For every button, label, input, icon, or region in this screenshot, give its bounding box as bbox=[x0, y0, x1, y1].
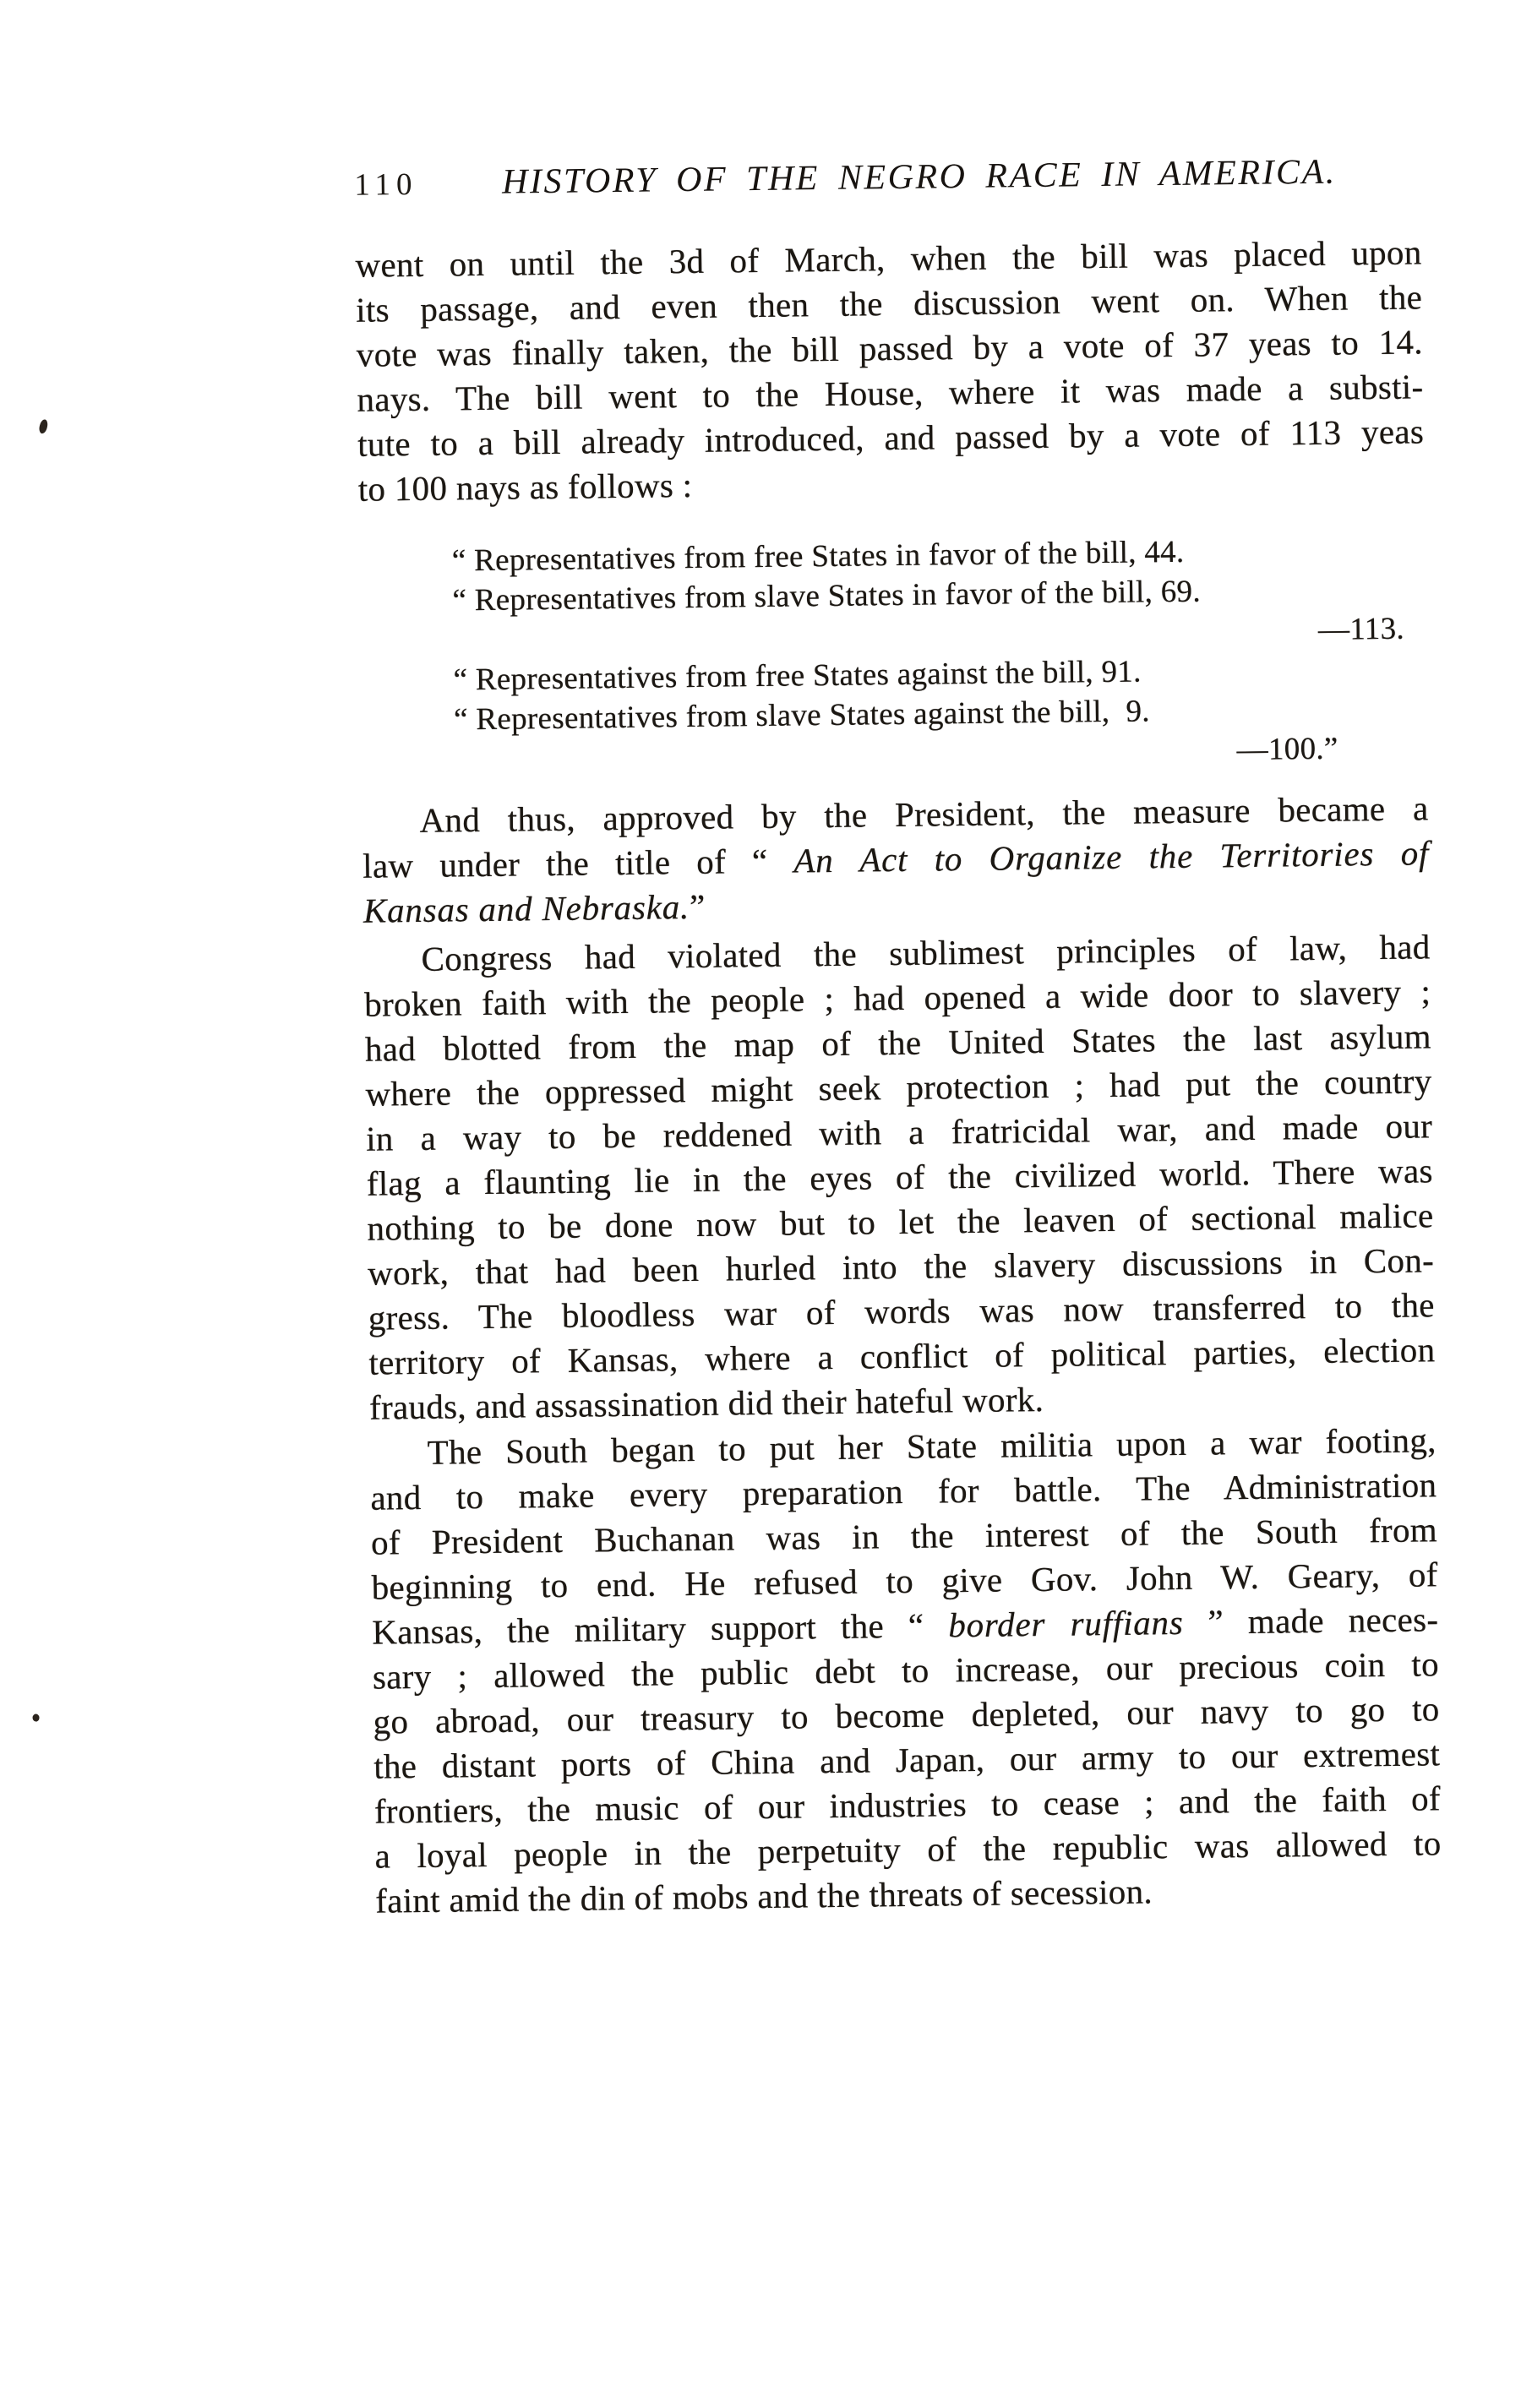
paragraph-south-militia bbox=[369, 1418, 1442, 1923]
text-run: territory of Kansas, where a conflict of political parties, election bbox=[368, 1330, 1436, 1382]
text-run: sary ; allowed the public debt to increase, our precious coin to bbox=[372, 1644, 1440, 1697]
text-run: gress. The bloodless war of words was now transferred to the bbox=[368, 1285, 1435, 1337]
paragraph-bill-passage bbox=[355, 230, 1425, 511]
text-run: ” made neces- bbox=[1183, 1599, 1439, 1642]
text-run: ” bbox=[689, 886, 706, 927]
page-number: 110 bbox=[354, 166, 418, 203]
text-run: had blotted from the map of the United States the last asylum bbox=[364, 1016, 1432, 1069]
text-run: went on until the 3d of March, when the bill was placed upon bbox=[355, 232, 1422, 285]
running-title: HISTORY OF THE NEGRO RACE IN AMERICA. bbox=[501, 152, 1337, 202]
text-run: go abroad, our treasury to become depleted, our navy to go to bbox=[373, 1689, 1440, 1741]
paragraph-congress-violated bbox=[363, 924, 1436, 1430]
text-run: —113. bbox=[1317, 611, 1405, 647]
paragraph-act-title bbox=[362, 786, 1430, 933]
running-header bbox=[354, 150, 1420, 204]
text-run: vote was finally taken, the bill passed by a vote of 37 yeas to 14. bbox=[356, 322, 1424, 374]
text-run: beginning to end. He refused to give Gov. John W. Geary, of bbox=[371, 1555, 1438, 1607]
text-run: nays. The bill went to the House, where it was made a substi- bbox=[357, 367, 1424, 419]
text-run: “ Representatives from slave States in favor of the bill, 69. bbox=[452, 574, 1202, 618]
text-run: The South began to put her State militia upon a war footing, bbox=[427, 1420, 1436, 1472]
blockquote-vote-tally bbox=[452, 529, 1428, 779]
scan-speck bbox=[38, 419, 49, 435]
text-run: “ Representatives from slave States against the bill, 9. bbox=[453, 694, 1151, 738]
text-run: “ Representatives from free States against the bill, 91. bbox=[453, 654, 1142, 698]
text-run: where the oppressed might seek protection ; had put the country bbox=[365, 1061, 1432, 1114]
text-run: nothing to be done now but to let the leaven of sectional malice bbox=[367, 1196, 1434, 1248]
text-run: “ Representatives from free States in favor of the bill, 44. bbox=[451, 534, 1185, 579]
italic-text-run: An Act to Organize the Territories of bbox=[793, 833, 1430, 880]
text-run: its passage, and even then the discussion went on. When the bbox=[355, 277, 1423, 330]
text-run: in a way to be reddened with a fratricidal war, and made our bbox=[365, 1106, 1433, 1158]
text-run: faint amid the din of mobs and the threats of secession. bbox=[374, 1871, 1153, 1920]
text-run: Kansas, the military support the “ bbox=[372, 1605, 949, 1652]
text-run: frontiers, the music of our industries to cease ; and the faith of bbox=[373, 1779, 1442, 1831]
text-run: And thus, approved by the President, the measure became a bbox=[419, 788, 1429, 840]
text-run: to 100 nays as follows : bbox=[357, 465, 693, 509]
italic-text-run: border ruffians bbox=[948, 1602, 1184, 1645]
text-run: Congress had violated the sublimest principles of law, had bbox=[421, 927, 1431, 978]
text-run: tute to a bill already introduced, and passed by a vote of 113 yeas bbox=[357, 411, 1425, 464]
text-run: the distant ports of China and Japan, our army to our extremest bbox=[373, 1734, 1441, 1786]
scan-speck bbox=[32, 1713, 39, 1721]
text-run: work, that had been hurled into the slavery discussions in Con- bbox=[367, 1240, 1435, 1293]
text-run: a loyal people in the perpetuity of the republic was allowed to bbox=[374, 1823, 1442, 1876]
text-run: flag a flaunting lie in the eyes of the civilized world. There was bbox=[366, 1151, 1434, 1203]
text-run: law under the title of “ bbox=[362, 841, 794, 885]
text-run: —100.” bbox=[1236, 731, 1338, 768]
text-run: and to make every preparation for battle. The Administration bbox=[370, 1465, 1437, 1517]
text-run: broken faith with the people ; had opened a wide door to slavery ; bbox=[363, 972, 1431, 1024]
text-run: of President Buchanan was in the interest of the South from bbox=[370, 1510, 1438, 1562]
text-run: frauds, and assassination did their hateful work. bbox=[368, 1379, 1044, 1427]
italic-text-run: Kansas and Nebraska. bbox=[363, 887, 690, 930]
